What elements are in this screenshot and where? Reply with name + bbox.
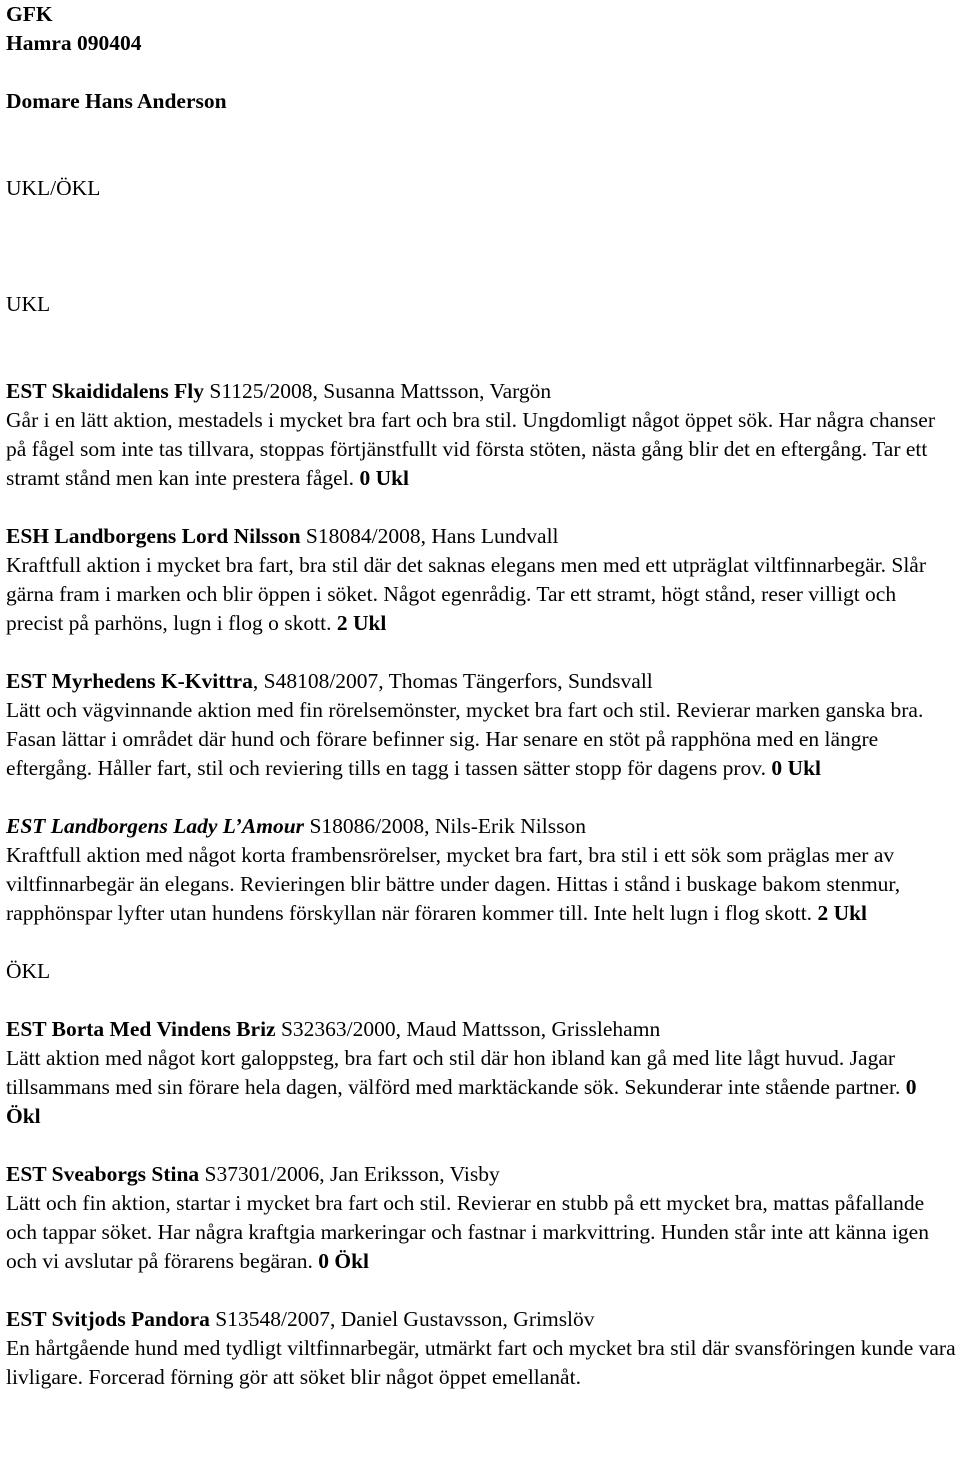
entry: [6, 1160, 956, 1276]
spacer: [6, 928, 956, 957]
critique-text: Kraftfull aktion med något korta frambensrörelser, mycket bra fart, bra stil i ett sök som präglas mer av viltfinnarbegär än elegans. Revieringen blir bättre under dagen. Hittas i stånd i buskage bakom stenmur, rapphönspar lyfter utan hundens förskyllan när föraren kommer till. Inte helt lugn i flog skott.: [6, 843, 901, 925]
spacer: [6, 203, 956, 290]
spacer: [6, 986, 956, 1015]
spacer: [6, 58, 956, 87]
critique-text: Lätt aktion med något kort galoppsteg, bra fart och stil där hon ibland kan gå med lite lågt huvud. Jagar tillsammans med sin förare hela dagen, välförd med marktäckande sök. Sekunderar inte stående partner.: [6, 1046, 906, 1099]
spacer: [6, 638, 956, 667]
entry: [6, 522, 956, 638]
dog-name: EST Skaididalens Fly: [6, 379, 204, 403]
dog-name: EST Landborgens Lady L’Amour: [6, 814, 305, 838]
critique-text: Går i en lätt aktion, mestadels i mycket bra fart och bra stil. Ungdomligt något öppet sök. Har några chanser på fågel som inte tas tillvara, stoppas förtjänstfullt vid första stöten, nästa gång blir det en eftergång. Tar ett stramt stånd men kan inte prestera fågel.: [6, 408, 936, 490]
spacer: [6, 1276, 956, 1305]
section-title-okl: ÖKL: [6, 959, 51, 983]
spacer: [6, 319, 956, 377]
club-heading: GFK: [6, 2, 53, 26]
dog-details: S1125/2008, Susanna Mattsson, Vargön: [203, 379, 552, 403]
dog-name: EST Sveaborgs Stina: [6, 1162, 200, 1186]
result-label: 2 Ukl: [336, 611, 387, 635]
dog-name: ESH Landborgens Lord Nilsson: [6, 524, 301, 548]
dog-name: EST Borta Med Vindens Briz: [6, 1017, 276, 1041]
entry-header: [6, 812, 956, 841]
section-title-ukl: UKL: [6, 292, 51, 316]
entry: [6, 377, 956, 493]
result-label: 2 Ukl: [817, 901, 868, 925]
entry: [6, 1015, 956, 1131]
entry-header: [6, 1015, 956, 1044]
classes-heading: UKL/ÖKL: [6, 176, 101, 200]
result-label: 0 Ukl: [771, 756, 822, 780]
entry-header: [6, 377, 956, 406]
entry-header: [6, 522, 956, 551]
entry-critique: [6, 551, 956, 638]
entry-critique: [6, 1189, 956, 1276]
result-label: 0 Ökl: [318, 1249, 369, 1273]
dog-name: EST Myrhedens K-Kvittra: [6, 669, 253, 693]
entry-critique: [6, 841, 956, 928]
dog-name: EST Svitjods Pandora: [6, 1307, 210, 1331]
dog-details: S18084/2008, Hans Lundvall: [300, 524, 559, 548]
critique-text: Lätt och vägvinnande aktion med fin rörelsemönster, mycket bra fart och stil. Revierar marken ganska bra. Fasan lättar i området där hund och förare befinner sig. Har senare en stöt på rapphöna med en längre eftergång. Håller fart, stil och reviering tills en tagg i tassen sätter stopp för dagens prov.: [6, 698, 924, 780]
entry-header: [6, 1160, 956, 1189]
spacer: [6, 1131, 956, 1160]
result-label: 0 Ökl: [6, 1075, 917, 1128]
dog-details: S13548/2007, Daniel Gustavsson, Grimslöv: [209, 1307, 595, 1331]
entry-critique: [6, 1334, 956, 1392]
entry-critique: [6, 406, 956, 493]
result-label: 0 Ukl: [359, 466, 410, 490]
event-heading: Hamra 090404: [6, 31, 142, 55]
dog-details: S37301/2006, Jan Eriksson, Visby: [199, 1162, 500, 1186]
spacer: [6, 116, 956, 174]
document: [6, 0, 956, 1392]
entry: [6, 1305, 956, 1392]
judge-heading: Domare Hans Anderson: [6, 89, 227, 113]
critique-text: Lätt och fin aktion, startar i mycket bra fart och stil. Revierar en stubb på ett mycket bra, mattas påfallande och tappar söket. Har några kraftgia markeringar och fastnar i markvittring. Hunden står inte att känna igen och vi avslutar på förarens begäran.: [6, 1191, 929, 1273]
dog-details: , S48108/2007, Thomas Tängerfors, Sundsvall: [252, 669, 653, 693]
entry: [6, 667, 956, 783]
entry-header: [6, 1305, 956, 1334]
dog-details: S18086/2008, Nils-Erik Nilsson: [304, 814, 586, 838]
entry-header: [6, 667, 956, 696]
spacer: [6, 783, 956, 812]
entry-critique: [6, 696, 956, 783]
critique-text: Kraftfull aktion i mycket bra fart, bra stil där det saknas elegans men med ett utpräglat viltfinnarbegär. Slår gärna fram i marken och blir öppen i söket. Något egenrådig. Tar ett stramt, högt stånd, reser villigt och precist på parhöns, lugn i flog o skott.: [6, 553, 927, 635]
entry: [6, 812, 956, 928]
spacer: [6, 493, 956, 522]
dog-details: S32363/2000, Maud Mattsson, Grisslehamn: [275, 1017, 661, 1041]
critique-text: En hårtgående hund med tydligt viltfinnarbegär, utmärkt fart och mycket bra stil där svansföringen kunde vara livligare. Forcerad förning gör att söket blir något öppet emellanåt.: [6, 1336, 956, 1389]
entry-critique: [6, 1044, 956, 1131]
